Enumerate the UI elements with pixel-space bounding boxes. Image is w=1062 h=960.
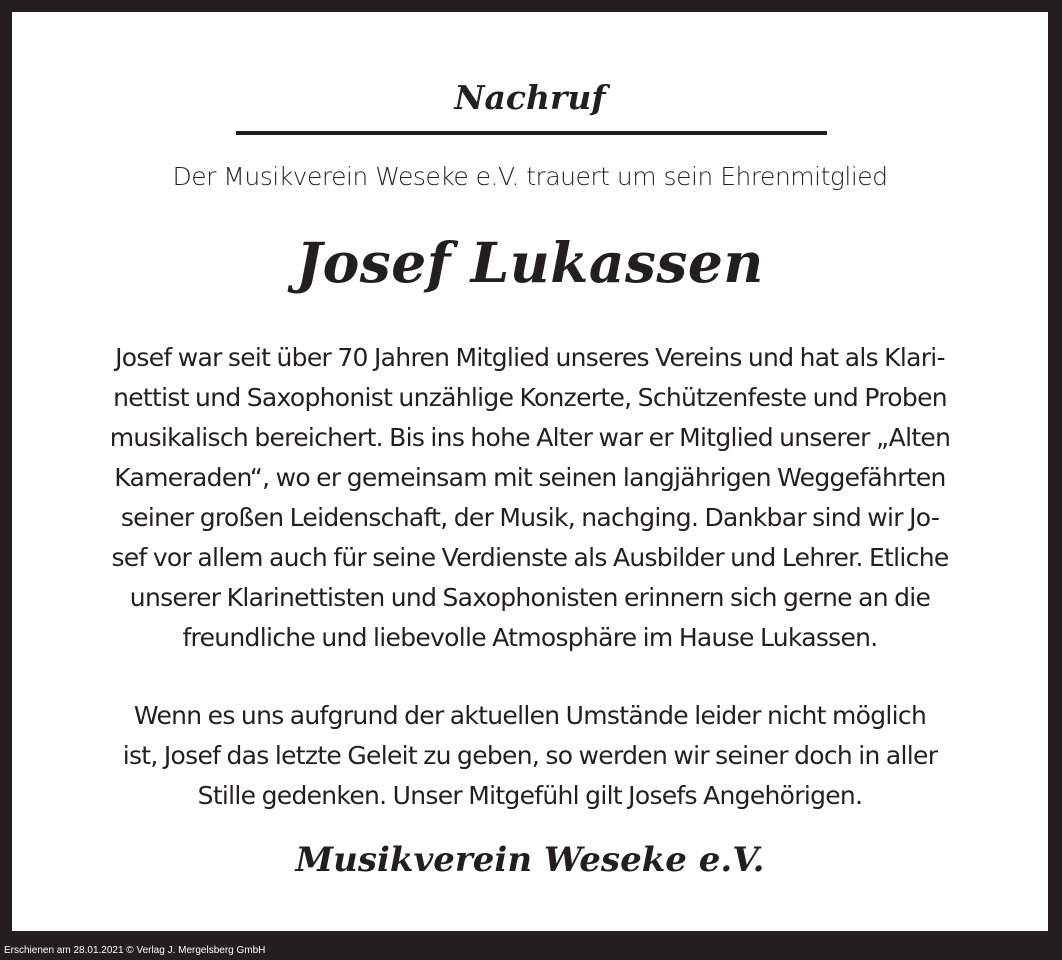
obituary-notice	[12, 12, 1048, 931]
tribute-line: unserer Klarinettisten und Saxophonisten erinnern sich gerne an die	[129, 583, 931, 612]
tribute-line: seiner großen Leidenschaft, der Musik, nachging. Dankbar sind wir Jo-	[120, 503, 940, 532]
tribute-line: musikalisch bereichert. Bis ins hohe Alter war er Mitglied unserer „Alten	[109, 423, 951, 452]
tribute-line: nettist und Saxophonist unzählige Konzerte, Schützenfeste und Proben	[113, 383, 947, 412]
tribute-line: Kameraden“, wo er gemeinsam mit seinen langjährigen Weggefährten	[114, 463, 946, 492]
deceased-name: Josef Lukassen	[296, 230, 764, 295]
condolence-line: Wenn es uns aufgrund der aktuellen Umstände leider nicht möglich	[133, 701, 927, 730]
notice-intro: Der Musikverein Weseke e.V. trauert um sein Ehrenmitglied	[172, 162, 888, 191]
signature: Musikverein Weseke e.V.	[295, 840, 765, 880]
condolence-paragraph	[52, 696, 1008, 816]
publication-note: Erschienen am 28.01.2021 © Verlag J. Mergelsberg GmbH	[4, 945, 266, 956]
tribute-line: Josef war seit über 70 Jahren Mitglied unseres Vereins und hat als Klari-	[115, 343, 945, 372]
tribute-paragraph	[52, 338, 1008, 658]
condolence-line: ist, Josef das letzte Geleit zu geben, so werden wir seiner doch in aller	[122, 741, 938, 770]
tribute-line: freundliche und liebevolle Atmosphäre im Hause Lukassen.	[182, 623, 878, 652]
heading-divider	[236, 131, 827, 135]
tribute-line: sef vor allem auch für seine Verdienste als Ausbilder und Lehrer. Etliche	[111, 543, 949, 572]
notice-heading: Nachruf	[454, 78, 606, 117]
condolence-line: Stille gedenken. Unser Mitgefühl gilt Josefs Angehörigen.	[197, 781, 863, 810]
